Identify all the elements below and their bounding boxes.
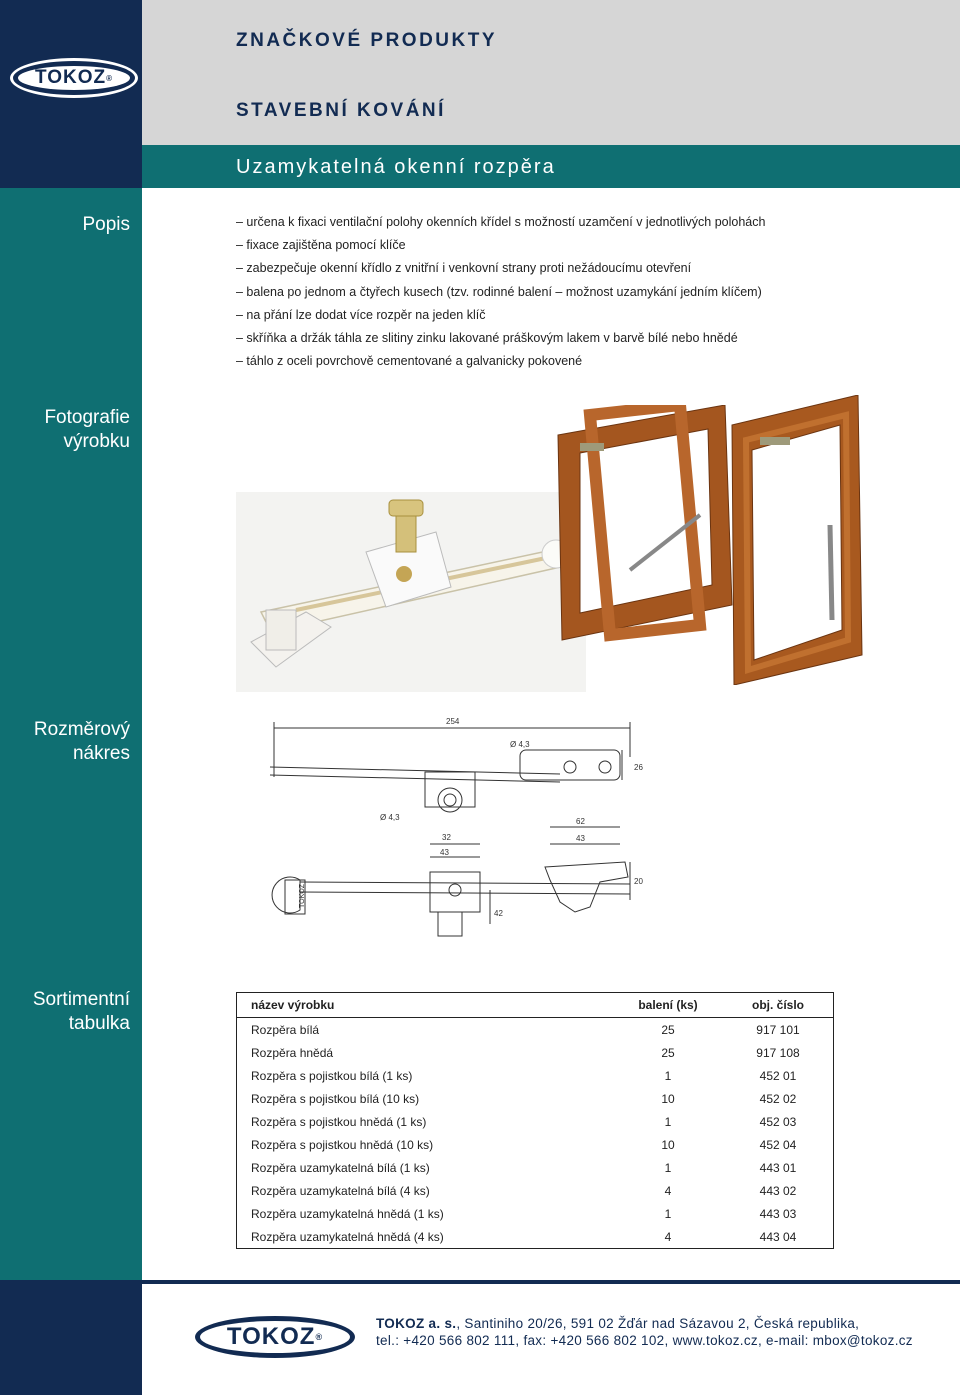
dimensional-drawing <box>260 712 660 947</box>
tokoz-logo <box>10 58 138 98</box>
footer-tokoz-logo <box>192 1313 358 1361</box>
cell-order: 917 108 <box>756 1045 800 1060</box>
product-photo-window-2 <box>730 395 865 685</box>
cell-pack: 1 <box>664 1114 672 1129</box>
dim-diam-top: Ø 4,3 <box>510 740 530 749</box>
footer-logo-wordmark: TOKOZ <box>226 1323 316 1350</box>
cell-order: 443 04 <box>759 1229 797 1244</box>
cell-order: 452 03 <box>759 1114 797 1129</box>
foto-label-2: výrobku <box>63 431 130 452</box>
foto-label-1: Fotografie <box>44 407 130 428</box>
description-item: – fixace zajištěna pomocí klíče <box>236 238 406 253</box>
description-item: – na přání lze dodat více rozpěr na jeden klíč <box>236 307 486 322</box>
cell-order: 443 03 <box>759 1206 797 1221</box>
tabulka-label-2: tabulka <box>68 1013 130 1034</box>
cell-pack: 1 <box>664 1206 672 1221</box>
product-title: Uzamykatelná okenní rozpěra <box>236 156 556 178</box>
cell-pack: 25 <box>661 1045 675 1060</box>
cell-pack: 10 <box>661 1091 675 1106</box>
header-line-2: STAVEBNÍ KOVÁNÍ <box>236 100 446 121</box>
nakres-label-2: nákres <box>72 743 130 764</box>
table-row <box>237 1087 834 1110</box>
cell-name: Rozpěra bílá <box>251 1022 320 1037</box>
table-row <box>237 1064 834 1087</box>
footer-address: , Santiniho 20/26, 591 02 Žďár nad Sázavou 2, Česká republika, <box>456 1316 860 1331</box>
cell-name: Rozpěra s pojistkou bílá (1 ks) <box>251 1068 413 1083</box>
cell-pack: 4 <box>664 1229 672 1244</box>
col-header-name: název výrobku <box>237 993 614 1018</box>
table-row <box>237 1202 834 1225</box>
cell-name: Rozpěra s pojistkou hnědá (1 ks) <box>251 1114 427 1129</box>
dim-26: 26 <box>634 763 643 772</box>
footer-top-strip <box>142 1280 960 1284</box>
footer-address-line <box>376 1316 859 1331</box>
product-photo-stay <box>236 492 586 692</box>
table-row <box>237 1041 834 1064</box>
cell-pack: 4 <box>664 1183 672 1198</box>
drawing-handle-text: TOKOZ <box>299 884 306 908</box>
nakres-label-1: Rozměrový <box>33 719 130 740</box>
description-list <box>236 211 765 373</box>
table-row <box>237 1110 834 1133</box>
logo-registered: ® <box>106 73 114 83</box>
dim-62: 62 <box>576 817 585 826</box>
footer-logo-registered: ® <box>315 1332 324 1342</box>
section-label-tabulka <box>0 988 142 1036</box>
cell-order: 443 02 <box>759 1183 797 1198</box>
description-item: – určena k fixaci ventilační polohy okenních křídel s možností uzamčení v jednotlivých polohách <box>236 215 766 229</box>
cell-order: 452 04 <box>759 1137 797 1152</box>
dim-254: 254 <box>446 717 460 726</box>
cell-pack: 10 <box>661 1137 675 1152</box>
cell-name: Rozpěra uzamykatelná bílá (4 ks) <box>251 1183 430 1198</box>
tabulka-label-1: Sortimentní <box>32 989 130 1010</box>
description-item: – zabezpečuje okenní křídlo z vnitřní i venkovní strany proti nežádoucímu otevření <box>236 261 692 276</box>
cell-name: Rozpěra s pojistkou hnědá (10 ks) <box>251 1137 434 1152</box>
section-label-foto <box>0 406 142 454</box>
table-row <box>237 1225 834 1249</box>
header-grey-band <box>142 0 960 145</box>
sortiment-table <box>236 992 834 1249</box>
footer-contact-line: tel.: +420 566 802 111, fax: +420 566 802 102, www.tokoz.cz, e-mail: mbox@tokoz.cz <box>376 1333 913 1348</box>
cell-name: Rozpěra hnědá <box>251 1045 334 1060</box>
logo-wordmark: TOKOZ <box>34 67 107 88</box>
dim-42: 42 <box>494 909 503 918</box>
cell-pack: 1 <box>664 1160 672 1175</box>
table-row <box>237 1133 834 1156</box>
logo-text <box>13 61 135 95</box>
cell-name: Rozpěra uzamykatelná hnědá (1 ks) <box>251 1206 444 1221</box>
description-item: – táhlo z oceli povrchově cementované a galvanicky pokovené <box>236 354 583 369</box>
table-row <box>237 1156 834 1179</box>
popis-label: Popis <box>82 214 130 235</box>
section-label-popis <box>0 213 142 237</box>
cell-order: 917 101 <box>756 1022 800 1037</box>
header-line-1: ZNAČKOVÉ PRODUKTY <box>236 30 498 51</box>
table-row <box>237 1179 834 1202</box>
table-row <box>237 1018 834 1042</box>
footer-left-panel <box>0 1280 142 1395</box>
cell-pack: 25 <box>661 1022 675 1037</box>
cell-order: 452 02 <box>759 1091 797 1106</box>
dim-43-a: 43 <box>440 848 449 857</box>
footer-logo-text <box>195 1316 355 1358</box>
product-photo-window-1 <box>550 405 735 645</box>
cell-order: 443 01 <box>759 1160 797 1175</box>
description-item: – skříňka a držák táhla ze slitiny zinku lakované práškovým lakem v barvě bílé nebo hnědé <box>236 330 738 345</box>
cell-name: Rozpěra uzamykatelná hnědá (4 ks) <box>251 1229 444 1244</box>
cell-order: 452 01 <box>759 1068 797 1083</box>
cell-name: Rozpěra s pojistkou bílá (10 ks) <box>251 1091 420 1106</box>
cell-pack: 1 <box>664 1068 672 1083</box>
footer-company: TOKOZ a. s. <box>376 1316 457 1331</box>
cell-name: Rozpěra uzamykatelná bílá (1 ks) <box>251 1160 430 1175</box>
dim-diam-left: Ø 4,3 <box>380 813 400 822</box>
col-header-order: obj. číslo <box>723 993 834 1018</box>
dim-20: 20 <box>634 877 643 886</box>
description-item: – balena po jednom a čtyřech kusech (tzv. rodinné balení – možnost uzamykání jedním klíčem) <box>236 284 762 299</box>
dim-32: 32 <box>442 833 451 842</box>
table-header-row <box>237 993 834 1018</box>
section-label-nakres <box>0 718 142 766</box>
col-header-pack: balení (ks) <box>613 993 723 1018</box>
dim-43-b: 43 <box>576 834 585 843</box>
